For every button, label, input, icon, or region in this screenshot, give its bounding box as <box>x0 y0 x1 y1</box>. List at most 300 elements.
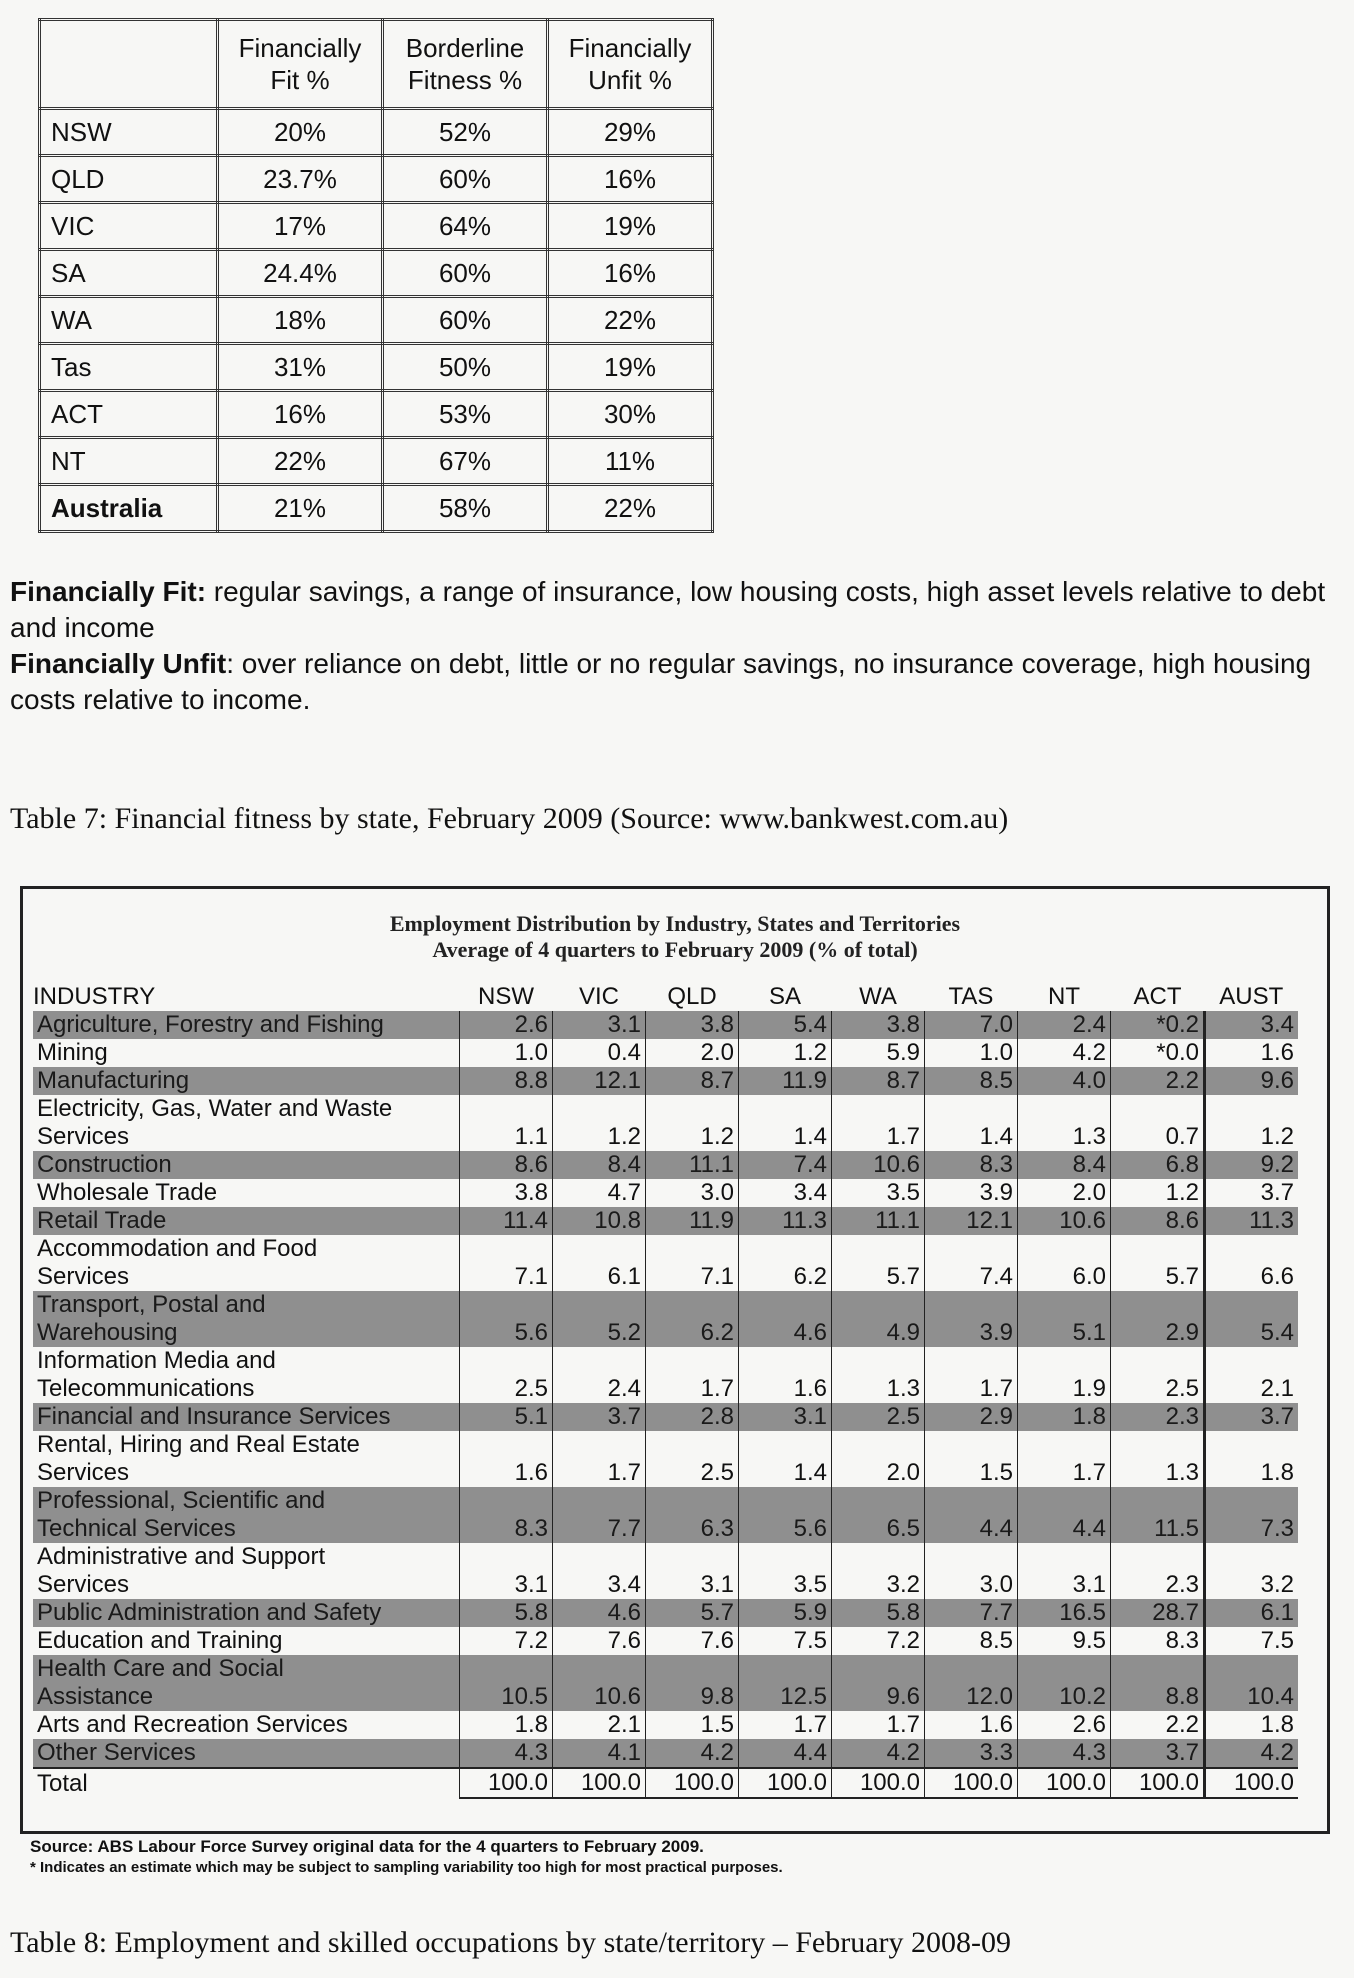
value-cell: 8.6 <box>1111 1207 1205 1235</box>
industry-name <box>33 1179 460 1207</box>
industry-name-line: Services <box>37 1571 130 1598</box>
industry-name-line: Electricity, Gas, Water and Waste <box>37 1095 393 1122</box>
unfit-value: 22% <box>548 297 713 344</box>
industry-name <box>33 1599 460 1627</box>
value-cell: 3.8 <box>832 1011 925 1039</box>
industry-name-line: Mining <box>37 1039 108 1066</box>
industry-row <box>33 1711 1298 1739</box>
borderline-value: 52% <box>383 109 548 156</box>
value-cell: 7.7 <box>925 1599 1018 1627</box>
table7-row <box>40 485 713 532</box>
value-cell: 5.6 <box>739 1487 832 1543</box>
header-financially-unfit <box>548 20 713 109</box>
value-cell: 2.3 <box>1111 1403 1205 1431</box>
industry-row <box>33 1179 1298 1207</box>
industry-name <box>33 1768 460 1798</box>
value-cell: 1.2 <box>553 1095 646 1151</box>
value-cell: 3.5 <box>832 1179 925 1207</box>
value-cell: 100.0 <box>1205 1768 1299 1798</box>
value-cell: 11.5 <box>1111 1487 1205 1543</box>
value-cell: 4.2 <box>646 1739 739 1768</box>
state-name: Australia <box>40 485 218 532</box>
value-cell: 100.0 <box>832 1768 925 1798</box>
value-cell: 3.5 <box>739 1543 832 1599</box>
fit-value: 17% <box>218 203 383 250</box>
fit-value: 20% <box>218 109 383 156</box>
column-header: INDUSTRY <box>33 983 156 1010</box>
value-cell: 7.1 <box>646 1235 739 1291</box>
value-cell: 2.1 <box>553 1711 646 1739</box>
value-cell: 2.2 <box>1111 1711 1205 1739</box>
value-cell: 2.0 <box>832 1431 925 1487</box>
industry-name-line: Health Care and Social <box>37 1655 284 1682</box>
industry-name-line: Transport, Postal and <box>37 1291 266 1318</box>
value-cell: 7.4 <box>925 1235 1018 1291</box>
value-cell: 9.8 <box>646 1655 739 1711</box>
value-cell: 5.1 <box>460 1403 553 1431</box>
value-cell: 11.1 <box>646 1151 739 1179</box>
value-cell: 100.0 <box>553 1768 646 1798</box>
industry-row <box>33 1655 1298 1711</box>
value-cell: 1.3 <box>1018 1095 1111 1151</box>
value-cell: 5.4 <box>739 1011 832 1039</box>
value-cell: 1.6 <box>1205 1039 1299 1067</box>
borderline-value: 67% <box>383 438 548 485</box>
value-cell: 2.9 <box>1111 1291 1205 1347</box>
value-cell: 2.9 <box>925 1403 1018 1431</box>
unfit-value: 16% <box>548 250 713 297</box>
industry-name <box>33 1011 460 1039</box>
value-cell: 0.7 <box>1111 1095 1205 1151</box>
financially-unfit-definition <box>10 646 1340 718</box>
value-cell: 6.2 <box>739 1235 832 1291</box>
value-cell: 7.6 <box>646 1627 739 1655</box>
industry-name <box>33 1403 460 1431</box>
value-cell: 11.1 <box>832 1207 925 1235</box>
unfit-value: 29% <box>548 109 713 156</box>
fit-value: 23.7% <box>218 156 383 203</box>
value-cell: 6.1 <box>553 1235 646 1291</box>
value-cell: 5.9 <box>832 1039 925 1067</box>
value-cell: 3.3 <box>925 1739 1018 1768</box>
header-borderline-fitness <box>383 20 548 109</box>
value-cell: 1.0 <box>460 1039 553 1067</box>
value-cell: 1.8 <box>1205 1431 1299 1487</box>
value-cell: 7.6 <box>553 1627 646 1655</box>
value-cell: 2.6 <box>460 1011 553 1039</box>
industry-row <box>33 1487 1298 1543</box>
value-cell: 10.6 <box>1018 1207 1111 1235</box>
value-cell: 8.7 <box>832 1067 925 1095</box>
value-cell: 4.4 <box>925 1487 1018 1543</box>
borderline-value: 58% <box>383 485 548 532</box>
value-cell: 8.3 <box>460 1487 553 1543</box>
industry-row <box>33 1627 1298 1655</box>
value-cell: 8.8 <box>460 1067 553 1095</box>
value-cell: 2.5 <box>1111 1347 1205 1403</box>
value-cell: 7.7 <box>553 1487 646 1543</box>
table8-caption: Table 8: Employment and skilled occupations by state/territory – February 2008-09 <box>10 1926 1012 1959</box>
column-header: ACT <box>1133 983 1182 1010</box>
table7-row <box>40 391 713 438</box>
value-cell: 8.3 <box>925 1151 1018 1179</box>
value-cell: 3.4 <box>1205 1011 1299 1039</box>
header-line: Financially <box>238 33 362 63</box>
value-cell: 2.5 <box>460 1347 553 1403</box>
state-name: SA <box>40 250 218 297</box>
column-header: VIC <box>578 983 619 1010</box>
borderline-value: 53% <box>383 391 548 438</box>
table7-row <box>40 250 713 297</box>
industry-name-line: Rental, Hiring and Real Estate <box>37 1431 360 1458</box>
industry-row <box>33 1543 1298 1599</box>
industry-row <box>33 1207 1298 1235</box>
total-row <box>33 1768 1298 1798</box>
value-cell: 3.8 <box>646 1011 739 1039</box>
value-cell: 2.6 <box>1018 1711 1111 1739</box>
borderline-value: 64% <box>383 203 548 250</box>
industry-name <box>33 1347 460 1403</box>
table7-row <box>40 156 713 203</box>
state-name: QLD <box>40 156 218 203</box>
industry-row <box>33 1347 1298 1403</box>
table8-header-row <box>33 981 1298 1011</box>
header-line: Borderline <box>405 33 525 63</box>
value-cell: 4.0 <box>1018 1067 1111 1095</box>
fit-value: 31% <box>218 344 383 391</box>
value-cell: 11.4 <box>460 1207 553 1235</box>
value-cell: 5.9 <box>739 1599 832 1627</box>
value-cell: 3.4 <box>739 1179 832 1207</box>
value-cell: 2.0 <box>1018 1179 1111 1207</box>
value-cell: 7.2 <box>460 1627 553 1655</box>
value-cell: 3.0 <box>925 1543 1018 1599</box>
value-cell: 8.8 <box>1111 1655 1205 1711</box>
industry-name-line: Total <box>37 1770 88 1797</box>
state-name: NT <box>40 438 218 485</box>
value-cell: 11.3 <box>1205 1207 1299 1235</box>
industry-name-line: Agriculture, Forestry and Fishing <box>37 1011 384 1038</box>
fit-value: 21% <box>218 485 383 532</box>
industry-name <box>33 1739 460 1768</box>
fit-value: 24.4% <box>218 250 383 297</box>
value-cell: 100.0 <box>646 1768 739 1798</box>
unfit-value: 11% <box>548 438 713 485</box>
table7-row <box>40 203 713 250</box>
header-line: Financially <box>568 33 692 63</box>
value-cell: 1.5 <box>925 1431 1018 1487</box>
value-cell: 1.7 <box>832 1095 925 1151</box>
industry-name <box>33 1655 460 1711</box>
borderline-value: 60% <box>383 156 548 203</box>
header-financially-fit <box>218 20 383 109</box>
value-cell: 1.7 <box>646 1347 739 1403</box>
column-header: WA <box>859 983 897 1010</box>
value-cell: 4.2 <box>832 1739 925 1768</box>
table7-row <box>40 109 713 156</box>
value-cell: 2.5 <box>646 1431 739 1487</box>
value-cell: 9.5 <box>1018 1627 1111 1655</box>
table7-row <box>40 344 713 391</box>
value-cell: 4.2 <box>1205 1739 1299 1768</box>
employment-table-box <box>20 886 1330 1834</box>
value-cell: 4.2 <box>1018 1039 1111 1067</box>
industry-name-line: Assistance <box>37 1683 154 1710</box>
column-header: NT <box>1048 983 1080 1010</box>
value-cell: 1.7 <box>553 1431 646 1487</box>
industry-name-line: Services <box>37 1459 130 1486</box>
value-cell: 8.4 <box>553 1151 646 1179</box>
state-name: ACT <box>40 391 218 438</box>
value-cell: 5.8 <box>832 1599 925 1627</box>
value-cell: 1.4 <box>925 1095 1018 1151</box>
value-cell: 5.1 <box>1018 1291 1111 1347</box>
industry-name-line: Information Media and <box>37 1347 276 1374</box>
value-cell: 4.6 <box>739 1291 832 1347</box>
value-cell: 2.2 <box>1111 1067 1205 1095</box>
value-cell: 3.7 <box>553 1403 646 1431</box>
value-cell: 7.5 <box>1205 1627 1299 1655</box>
value-cell: 3.1 <box>553 1011 646 1039</box>
value-cell: 10.8 <box>553 1207 646 1235</box>
value-cell: 1.8 <box>1018 1403 1111 1431</box>
table8-title-line2: Average of 4 quarters to February 2009 (% of total) <box>432 937 918 962</box>
header-line: Fitness % <box>407 65 523 95</box>
value-cell: 6.8 <box>1111 1151 1205 1179</box>
industry-name <box>33 1151 460 1179</box>
value-cell: 2.8 <box>646 1403 739 1431</box>
value-cell: 11.3 <box>739 1207 832 1235</box>
value-cell: 2.4 <box>1018 1011 1111 1039</box>
value-cell: 5.8 <box>460 1599 553 1627</box>
value-cell: *0.2 <box>1111 1011 1205 1039</box>
value-cell: 7.3 <box>1205 1487 1299 1543</box>
industry-name <box>33 1627 460 1655</box>
value-cell: 9.6 <box>832 1655 925 1711</box>
table7-header-row <box>40 20 713 109</box>
industry-row <box>33 1599 1298 1627</box>
industry-row <box>33 1151 1298 1179</box>
value-cell: 2.3 <box>1111 1543 1205 1599</box>
financial-fitness-table <box>38 18 714 533</box>
industry-name-line: Administrative and Support <box>37 1543 326 1570</box>
unfit-value: 16% <box>548 156 713 203</box>
industry-name <box>33 1431 460 1487</box>
table8-title-line1: Employment Distribution by Industry, States and Territories <box>389 911 961 936</box>
value-cell: 3.4 <box>553 1543 646 1599</box>
value-cell: 10.6 <box>832 1151 925 1179</box>
value-cell: 10.4 <box>1205 1655 1299 1711</box>
value-cell: 1.2 <box>1111 1179 1205 1207</box>
value-cell: 5.7 <box>832 1235 925 1291</box>
industry-name-line: Technical Services <box>37 1515 236 1542</box>
unfit-value: 30% <box>548 391 713 438</box>
value-cell: 5.6 <box>460 1291 553 1347</box>
column-header: NSW <box>478 983 534 1010</box>
table7-caption: Table 7: Financial fitness by state, February 2009 (Source: www.bankwest.com.au) <box>10 802 1009 835</box>
industry-name-line: Public Administration and Safety <box>37 1599 382 1626</box>
value-cell: 3.8 <box>460 1179 553 1207</box>
fit-term: Financially Fit: <box>10 576 207 607</box>
unfit-text: : over reliance on debt, little or no regular savings, no insurance coverage, high housing costs relative to income. <box>10 648 1312 715</box>
value-cell: 7.0 <box>925 1011 1018 1039</box>
borderline-value: 50% <box>383 344 548 391</box>
footnote-line: * Indicates an estimate which may be subject to sampling variability too high for most practical purposes. <box>30 1859 783 1876</box>
value-cell: 1.6 <box>739 1347 832 1403</box>
industry-name-line: Telecommunications <box>37 1375 255 1402</box>
table8-source <box>30 1836 783 1878</box>
value-cell: 3.0 <box>646 1179 739 1207</box>
industry-name-line: Manufacturing <box>37 1067 190 1094</box>
column-header: AUST <box>1219 983 1284 1010</box>
unfit-value: 19% <box>548 203 713 250</box>
table7-row <box>40 297 713 344</box>
value-cell: 8.5 <box>925 1067 1018 1095</box>
industry-name-line: Arts and Recreation Services <box>37 1711 348 1738</box>
value-cell: 3.9 <box>925 1179 1018 1207</box>
industry-name <box>33 1067 460 1095</box>
employment-distribution-table <box>33 981 1298 1799</box>
industry-row <box>33 1039 1298 1067</box>
fit-value: 16% <box>218 391 383 438</box>
industry-name-line: Education and Training <box>37 1627 283 1654</box>
value-cell: 3.1 <box>646 1543 739 1599</box>
value-cell: 2.1 <box>1205 1347 1299 1403</box>
industry-name-line: Professional, Scientific and <box>37 1487 326 1514</box>
value-cell: 100.0 <box>460 1768 553 1798</box>
industry-row <box>33 1403 1298 1431</box>
value-cell: 1.3 <box>1111 1431 1205 1487</box>
value-cell: 11.9 <box>739 1067 832 1095</box>
unfit-value: 22% <box>548 485 713 532</box>
value-cell: 1.8 <box>1205 1711 1299 1739</box>
industry-name-line: Services <box>37 1123 130 1150</box>
industry-name <box>33 1711 460 1739</box>
value-cell: 6.0 <box>1018 1235 1111 1291</box>
value-cell: 5.2 <box>553 1291 646 1347</box>
value-cell: 5.7 <box>646 1599 739 1627</box>
unfit-term: Financially Unfit <box>10 648 227 679</box>
industry-name <box>33 1543 460 1599</box>
value-cell: 1.6 <box>925 1711 1018 1739</box>
financially-fit-definition <box>10 574 1340 646</box>
column-header: TAS <box>948 983 994 1010</box>
value-cell: 8.5 <box>925 1627 1018 1655</box>
value-cell: 6.3 <box>646 1487 739 1543</box>
industry-name-line: Services <box>37 1263 130 1290</box>
value-cell: 1.2 <box>1205 1095 1299 1151</box>
value-cell: 3.7 <box>1205 1179 1299 1207</box>
value-cell: 4.4 <box>1018 1487 1111 1543</box>
value-cell: 2.0 <box>646 1039 739 1067</box>
definitions-notes <box>10 574 1340 718</box>
value-cell: 9.2 <box>1205 1151 1299 1179</box>
value-cell: 8.6 <box>460 1151 553 1179</box>
column-header: SA <box>768 983 801 1010</box>
value-cell: 4.1 <box>553 1739 646 1768</box>
industry-row <box>33 1739 1298 1768</box>
industry-name <box>33 1291 460 1347</box>
industry-name <box>33 1039 460 1067</box>
value-cell: 1.8 <box>460 1711 553 1739</box>
value-cell: 2.5 <box>832 1403 925 1431</box>
industry-row <box>33 1291 1298 1347</box>
value-cell: 7.4 <box>739 1151 832 1179</box>
state-name: Tas <box>40 344 218 391</box>
industry-row <box>33 1011 1298 1039</box>
value-cell: 3.1 <box>1018 1543 1111 1599</box>
value-cell: 6.5 <box>832 1487 925 1543</box>
industry-name <box>33 1207 460 1235</box>
value-cell: 1.5 <box>646 1711 739 1739</box>
table7-row <box>40 438 713 485</box>
value-cell: 4.9 <box>832 1291 925 1347</box>
value-cell: 10.5 <box>460 1655 553 1711</box>
value-cell: 100.0 <box>739 1768 832 1798</box>
value-cell: 3.1 <box>460 1543 553 1599</box>
value-cell: 12.1 <box>925 1207 1018 1235</box>
value-cell: 28.7 <box>1111 1599 1205 1627</box>
value-cell: 3.7 <box>1111 1739 1205 1768</box>
value-cell: 4.7 <box>553 1179 646 1207</box>
state-name: WA <box>40 297 218 344</box>
value-cell: 8.7 <box>646 1067 739 1095</box>
industry-name-line: Other Services <box>37 1739 196 1766</box>
value-cell: 1.2 <box>646 1095 739 1151</box>
fit-text: regular savings, a range of insurance, low housing costs, high asset levels relative to debt and income <box>10 576 1326 643</box>
industry-row <box>33 1235 1298 1291</box>
industry-name-line: Warehousing <box>37 1319 178 1346</box>
industry-name-line: Retail Trade <box>37 1207 167 1234</box>
industry-name <box>33 1235 460 1291</box>
value-cell: 3.2 <box>832 1543 925 1599</box>
unfit-value: 19% <box>548 344 713 391</box>
industry-name-line: Construction <box>37 1151 172 1178</box>
value-cell: 8.4 <box>1018 1151 1111 1179</box>
value-cell: 4.4 <box>739 1739 832 1768</box>
value-cell: 100.0 <box>1111 1768 1205 1798</box>
value-cell: 12.0 <box>925 1655 1018 1711</box>
value-cell: 12.1 <box>553 1067 646 1095</box>
value-cell: *0.0 <box>1111 1039 1205 1067</box>
table7-corner-cell <box>40 20 218 109</box>
industry-name <box>33 1095 460 1151</box>
value-cell: 0.4 <box>553 1039 646 1067</box>
value-cell: 1.0 <box>925 1039 1018 1067</box>
value-cell: 1.4 <box>739 1095 832 1151</box>
value-cell: 1.7 <box>739 1711 832 1739</box>
header-line: Unfit % <box>588 65 672 95</box>
value-cell: 100.0 <box>925 1768 1018 1798</box>
value-cell: 7.5 <box>739 1627 832 1655</box>
value-cell: 11.9 <box>646 1207 739 1235</box>
value-cell: 10.2 <box>1018 1655 1111 1711</box>
borderline-value: 60% <box>383 297 548 344</box>
value-cell: 3.9 <box>925 1291 1018 1347</box>
industry-name-line: Wholesale Trade <box>37 1179 218 1206</box>
value-cell: 16.5 <box>1018 1599 1111 1627</box>
value-cell: 2.4 <box>553 1347 646 1403</box>
value-cell: 3.1 <box>739 1403 832 1431</box>
value-cell: 1.2 <box>739 1039 832 1067</box>
value-cell: 10.6 <box>553 1655 646 1711</box>
value-cell: 1.7 <box>925 1347 1018 1403</box>
fit-value: 22% <box>218 438 383 485</box>
header-line: Fit % <box>270 65 330 95</box>
value-cell: 1.9 <box>1018 1347 1111 1403</box>
value-cell: 5.4 <box>1205 1291 1299 1347</box>
value-cell: 6.6 <box>1205 1235 1299 1291</box>
